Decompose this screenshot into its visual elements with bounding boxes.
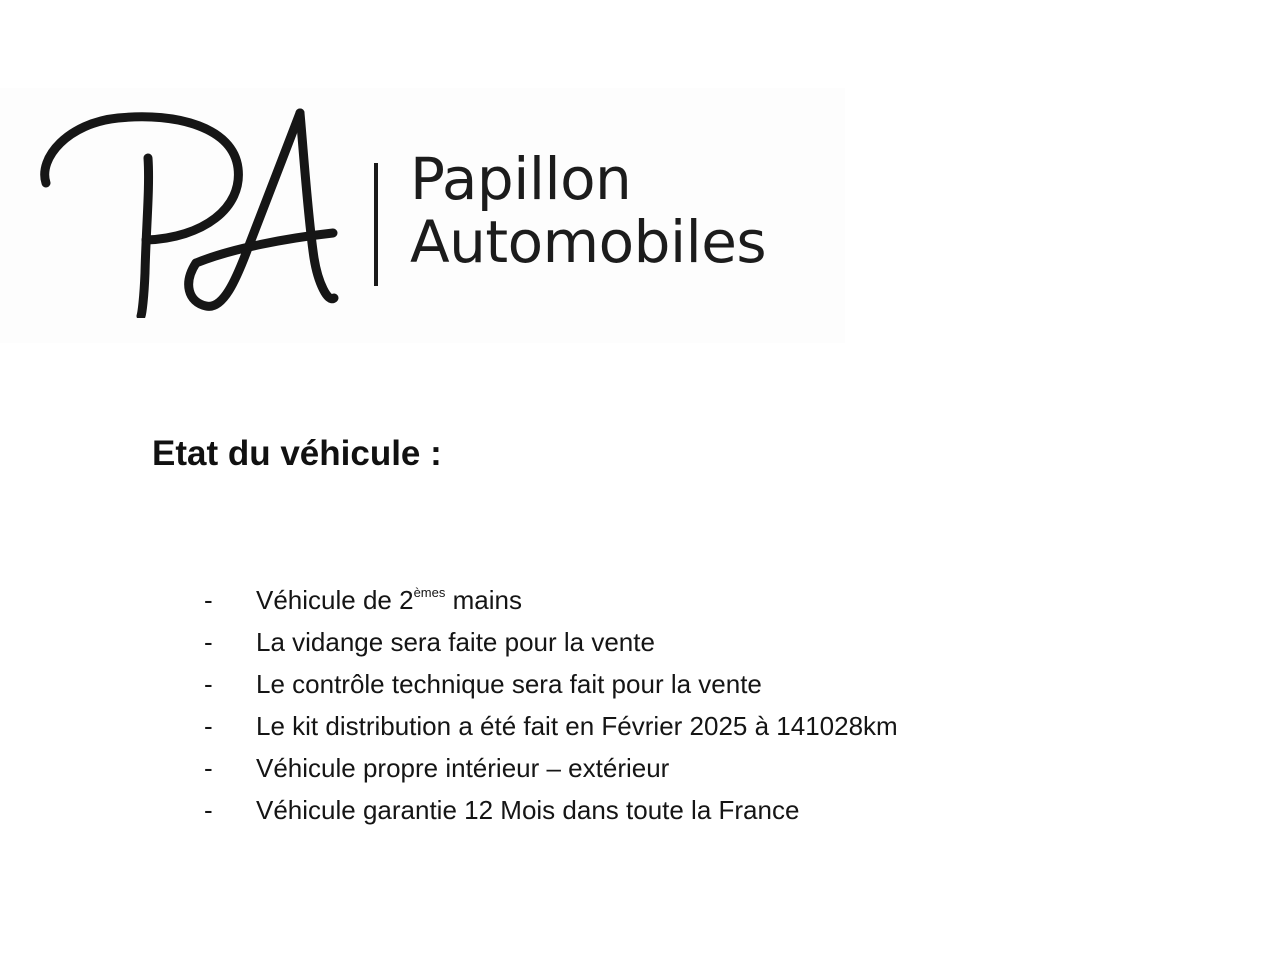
list-item-text: Véhicule propre intérieur – extérieur bbox=[256, 753, 670, 783]
list-item-text: Le contrôle technique sera fait pour la vente bbox=[256, 669, 762, 699]
list-bullet: - bbox=[204, 627, 213, 657]
logo-divider bbox=[374, 163, 378, 286]
list-bullet: - bbox=[204, 795, 213, 825]
list-item-text: La vidange sera faite pour la vente bbox=[256, 627, 655, 657]
list-item-text: Véhicule garantie 12 Mois dans toute la France bbox=[256, 795, 800, 825]
logo-name-line1: Papillon bbox=[410, 145, 632, 213]
list-item-text: Le kit distribution a été fait en Février 2025 à 141028km bbox=[256, 711, 898, 741]
logo-name-line2: Automobiles bbox=[410, 208, 767, 276]
list-item-text: Véhicule de 2èmes mains bbox=[256, 585, 522, 615]
pa-monogram-logo bbox=[38, 98, 358, 318]
logo-wordmark bbox=[410, 145, 767, 276]
list-bullet: - bbox=[204, 669, 213, 699]
list-bullet: - bbox=[204, 753, 213, 783]
company-logo bbox=[0, 88, 845, 343]
section-title: Etat du véhicule : bbox=[152, 434, 442, 473]
superscript: èmes bbox=[413, 585, 446, 600]
list-bullet: - bbox=[204, 711, 213, 741]
list-bullet: - bbox=[204, 585, 213, 615]
